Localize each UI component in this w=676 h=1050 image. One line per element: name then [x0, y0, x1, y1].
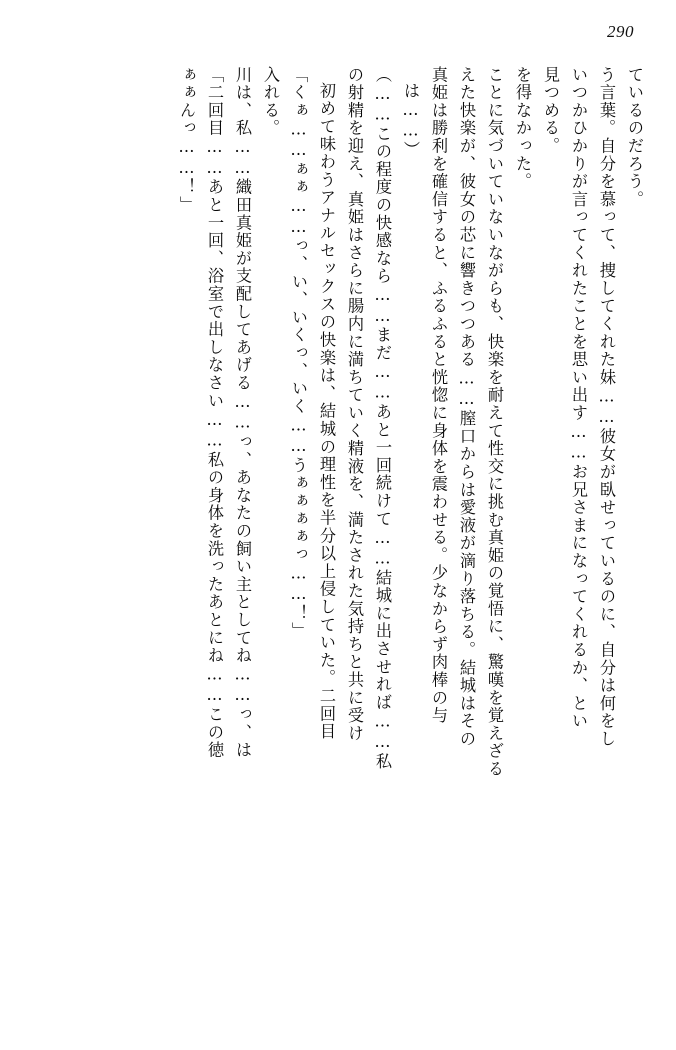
text-column: 初めて味わうアナルセックスの快楽は、結城の理性を半分以上侵していた。二回目	[317, 82, 336, 741]
text-column: 「くぁ……ぁぁ……っ、い、いくっ、いく……うぁぁぁぁっ……！」	[289, 66, 308, 641]
text-column: いつかひかりが言ってくれたことを思い出す……お兄さまになってくれるか、とい	[569, 66, 588, 731]
text-column: は……）	[401, 82, 420, 159]
text-column: の射精を迎え、真姫はさらに腸内に満ちていく精液を、満たされた気持ちと共に受け	[345, 66, 364, 743]
text-column: （……この程度の快感なら……まだ……あと一回続けて……結城に出させれば……私	[373, 66, 392, 771]
text-column: ぁぁんっ……！」	[177, 66, 196, 214]
text-column: う言葉。自分を慕って、捜してくれた妹……彼女が臥せっているのに、自分は何をし	[597, 66, 616, 748]
text-column: ているのだろう。	[625, 66, 644, 209]
text-column: ことに気づいていないながらも、快楽を耐えて性交に挑む真姫の覚悟に、驚嘆を覚えざる	[485, 66, 504, 778]
text-column: 入れる。	[261, 66, 280, 138]
text-column: を得なかった。	[513, 66, 532, 191]
text-column: 見つめる。	[541, 66, 560, 155]
page-number: 290	[607, 22, 634, 41]
text-column: 真姫は勝利を確信すると、ふるふると恍惚に身体を震わせる。少なからず肉棒の与	[429, 66, 448, 725]
text-column: えた快楽が、彼女の芯に響きつつある……膣口からは愛液が滴り落ちる。結城はその	[457, 66, 476, 748]
text-column: 「二回目……あと一回、浴室で出しなさい……私の身体を洗ったあとにね……この徳	[205, 66, 224, 760]
vertical-text-body	[44, 66, 642, 1020]
text-column: 川は、私……織田真姫が支配してあげる……っ、あなたの飼い主としてね……っ、は	[233, 66, 252, 760]
